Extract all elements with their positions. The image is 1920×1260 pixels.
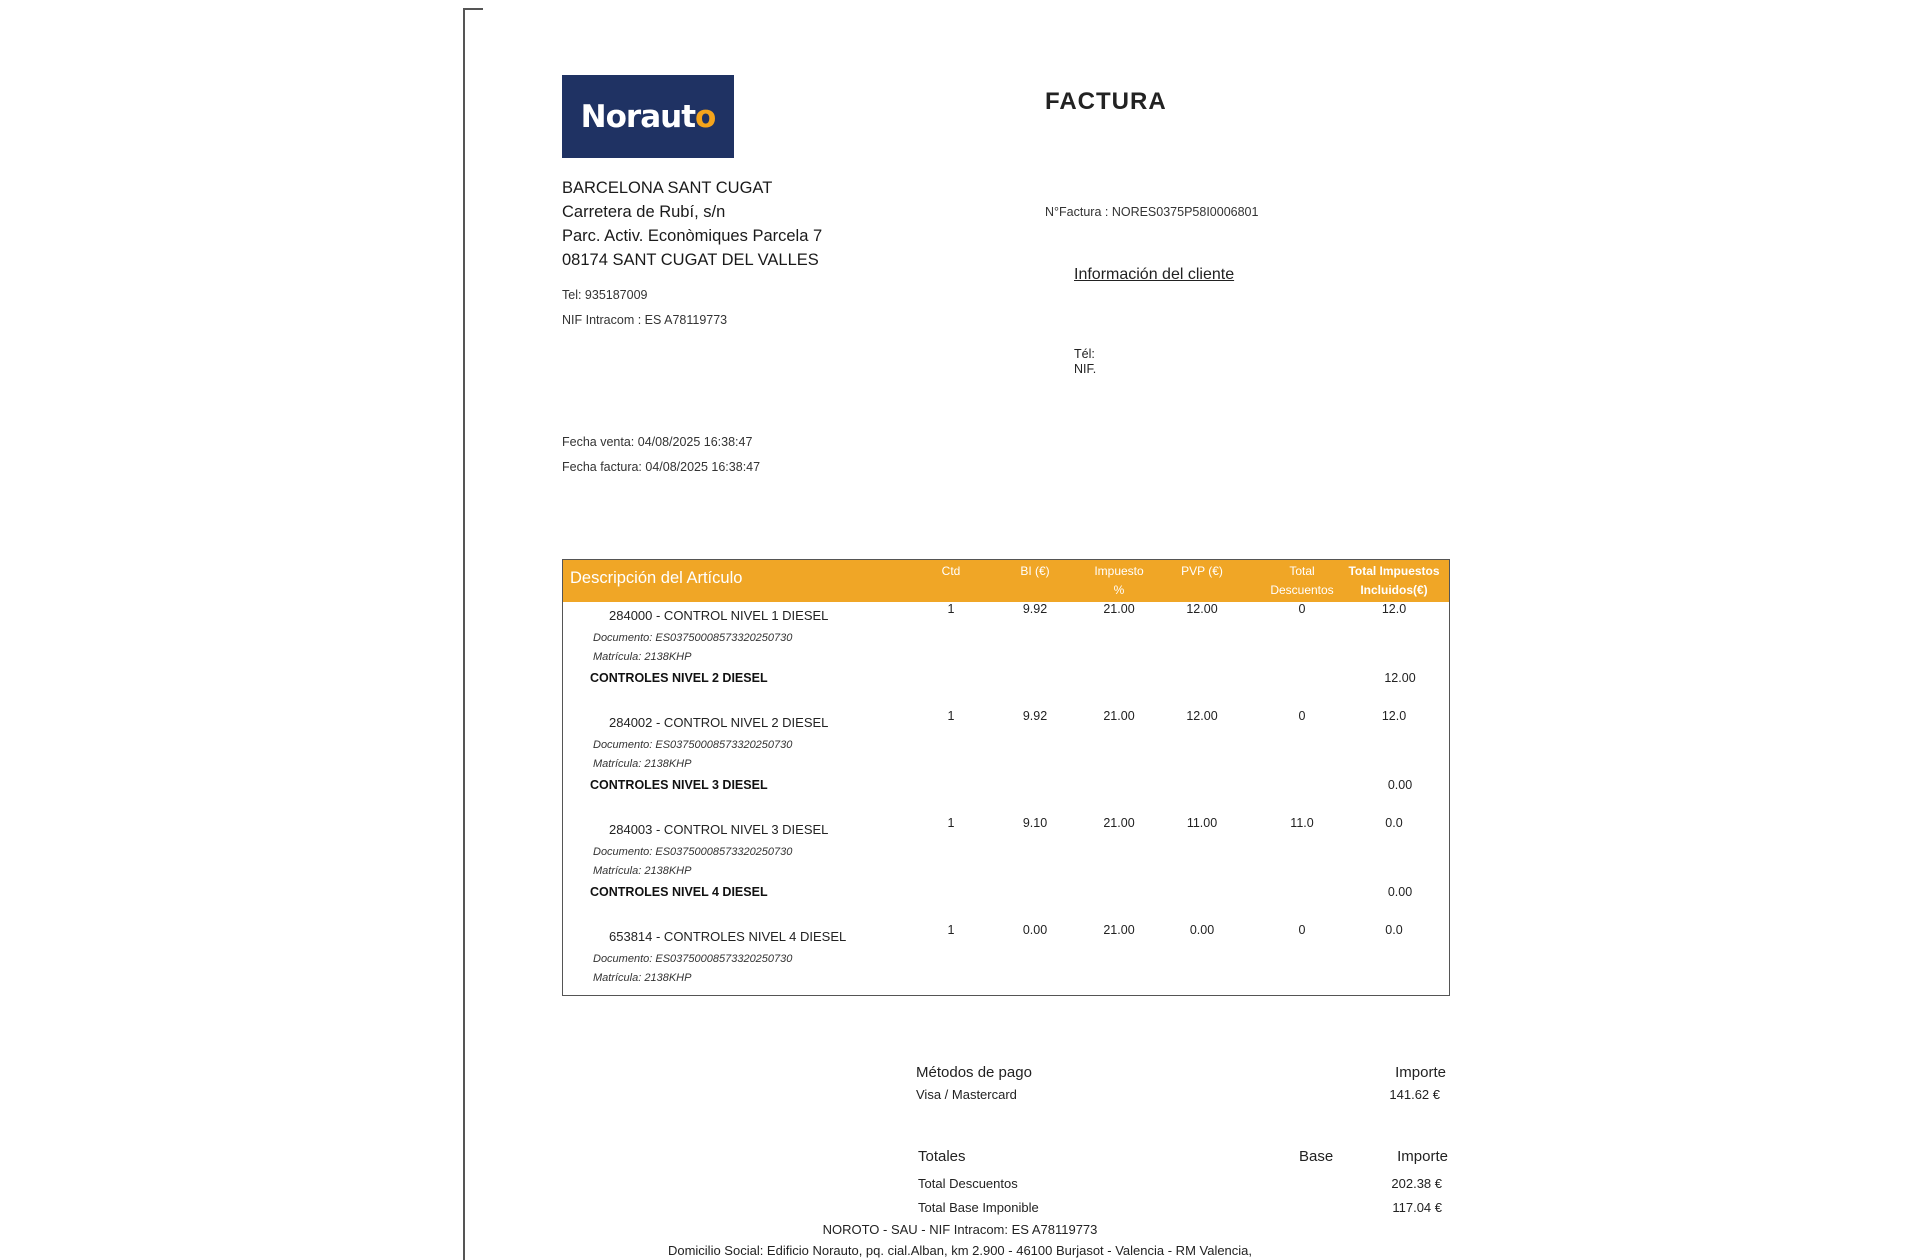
total-discounts-value: 202.38 € [1391,1176,1442,1191]
total-base-row [918,1200,1448,1224]
invoice-date: Fecha factura: 04/08/2025 16:38:47 [562,460,761,474]
invoice-number: N°Factura : NORES0375P58I0006801 [1045,205,1259,219]
item-document: Documento: ES03750008573320250730 [593,632,793,644]
group-name: CONTROLES NIVEL 2 DIESEL [590,671,768,685]
header-pvp: PVP (€) [1181,564,1223,578]
item-plate: Matrícula: 2138KHP [593,758,692,770]
item-document: Documento: ES03750008573320250730 [593,739,793,751]
item-quantity: 1 [947,816,955,830]
payment-method: Visa / Mastercard [916,1087,1017,1102]
item-pvp: 11.00 [1186,816,1218,830]
totals-base-label: Base [1299,1148,1334,1165]
item-quantity: 1 [947,923,955,937]
store-address [562,176,822,272]
footer-company: NOROTO - SAU - NIF Intracom: ES A78119773 [822,1222,1098,1237]
header-quantity: Ctd [941,564,961,578]
item-plate: Matrícula: 2138KHP [593,651,692,663]
header-bi: BI (€) [1020,564,1050,578]
document-title: FACTURA [1045,88,1167,115]
item-quantity: 1 [947,602,955,616]
totals-block [918,1148,1448,1224]
item-tax: 21.00 [1103,816,1135,830]
item-name: 653814 - CONTROLES NIVEL 4 DIESEL [609,929,847,944]
payment-header [916,1064,1446,1087]
client-nif-label: NIF. [1074,362,1097,376]
group-name: CONTROLES NIVEL 4 DIESEL [590,885,768,899]
header-total [1338,562,1450,600]
item-pvp: 12.00 [1186,709,1218,723]
item-discount: 11.0 [1290,816,1314,830]
payment-amount-title: Importe [1395,1064,1446,1081]
item-tax: 21.00 [1103,923,1135,937]
totals-title: Totales [918,1148,966,1165]
store-address-line-1: Carretera de Rubí, s/n [562,203,726,221]
sale-date: Fecha venta: 04/08/2025 16:38:47 [562,435,753,449]
total-base-label: Total Base Imponible [918,1200,1039,1215]
item-discount: 0 [1298,709,1306,723]
item-total: 12.0 [1381,709,1407,723]
store-name: BARCELONA SANT CUGAT [562,179,773,197]
total-discounts-row [918,1176,1448,1200]
group-total: 0.00 [1387,778,1413,792]
item-document: Documento: ES03750008573320250730 [593,846,793,858]
item-bi: 9.92 [1022,709,1048,723]
item-tax: 21.00 [1103,602,1135,616]
items-table [562,559,1450,996]
payment-amount: 141.62 € [1389,1087,1440,1102]
header-total-line-2: Incluidos(€) [1360,583,1428,597]
item-total: 12.0 [1381,602,1407,616]
header-discounts-line-1: Total [1289,564,1315,578]
client-fields [1074,347,1096,377]
scan-corner-mark [463,8,483,10]
client-info-title: Información del cliente [1074,266,1235,283]
dates-block [562,430,760,480]
store-contact [562,283,727,333]
header-tax-line-2: % [1113,583,1125,597]
item-bi: 0.00 [1022,923,1048,937]
store-address-line-2: Parc. Activ. Econòmiques Parcela 7 [562,227,823,245]
item-bi: 9.10 [1022,816,1048,830]
store-address-line-3: 08174 SANT CUGAT DEL VALLES [562,251,819,269]
item-name: 284003 - CONTROL NIVEL 3 DIESEL [609,822,829,837]
payment-row [916,1087,1446,1107]
item-name: 284000 - CONTROL NIVEL 1 DIESEL [609,608,829,623]
item-plate: Matrícula: 2138KHP [593,972,692,984]
item-total: 0.0 [1385,816,1403,830]
header-tax [1078,562,1160,600]
table-header [563,560,1449,602]
logo-text: Norauto [580,98,716,135]
item-discount: 0 [1298,602,1306,616]
client-tel-label: Tél: [1074,347,1095,361]
store-tel: Tel: 935187009 [562,288,648,302]
payment-title: Métodos de pago [916,1064,1032,1081]
scan-edge-line [463,8,465,1260]
item-discount: 0 [1298,923,1306,937]
item-plate: Matrícula: 2138KHP [593,865,692,877]
logo-accent-letter: o [695,98,716,135]
header-discounts-line-2: Descuentos [1270,583,1334,597]
header-total-line-1: Total Impuestos [1348,564,1440,578]
item-name: 284002 - CONTROL NIVEL 2 DIESEL [609,715,829,730]
item-document: Documento: ES03750008573320250730 [593,953,793,965]
item-quantity: 1 [947,709,955,723]
header-tax-line-1: Impuesto [1094,564,1144,578]
item-total: 0.0 [1385,923,1403,937]
group-total: 12.00 [1384,671,1416,685]
item-pvp: 0.00 [1189,923,1215,937]
store-nif: NIF Intracom : ES A78119773 [562,313,728,327]
payment-methods [916,1064,1446,1107]
total-discounts-label: Total Descuentos [918,1176,1018,1191]
group-total: 0.00 [1387,885,1413,899]
totals-header [918,1148,1448,1176]
total-base-value: 117.04 € [1392,1200,1442,1215]
footer-address: Domicilio Social: Edificio Norauto, pq. cial.Alban, km 2.900 - 46100 Burjasot - Valencia - RM Valencia, [667,1243,1253,1258]
totals-amount-label: Importe [1397,1148,1448,1165]
norauto-logo [562,75,734,158]
group-name: CONTROLES NIVEL 3 DIESEL [590,778,768,792]
item-bi: 9.92 [1022,602,1048,616]
item-pvp: 12.00 [1186,602,1218,616]
header-description: Descripción del Artículo [570,569,743,587]
item-tax: 21.00 [1103,709,1135,723]
